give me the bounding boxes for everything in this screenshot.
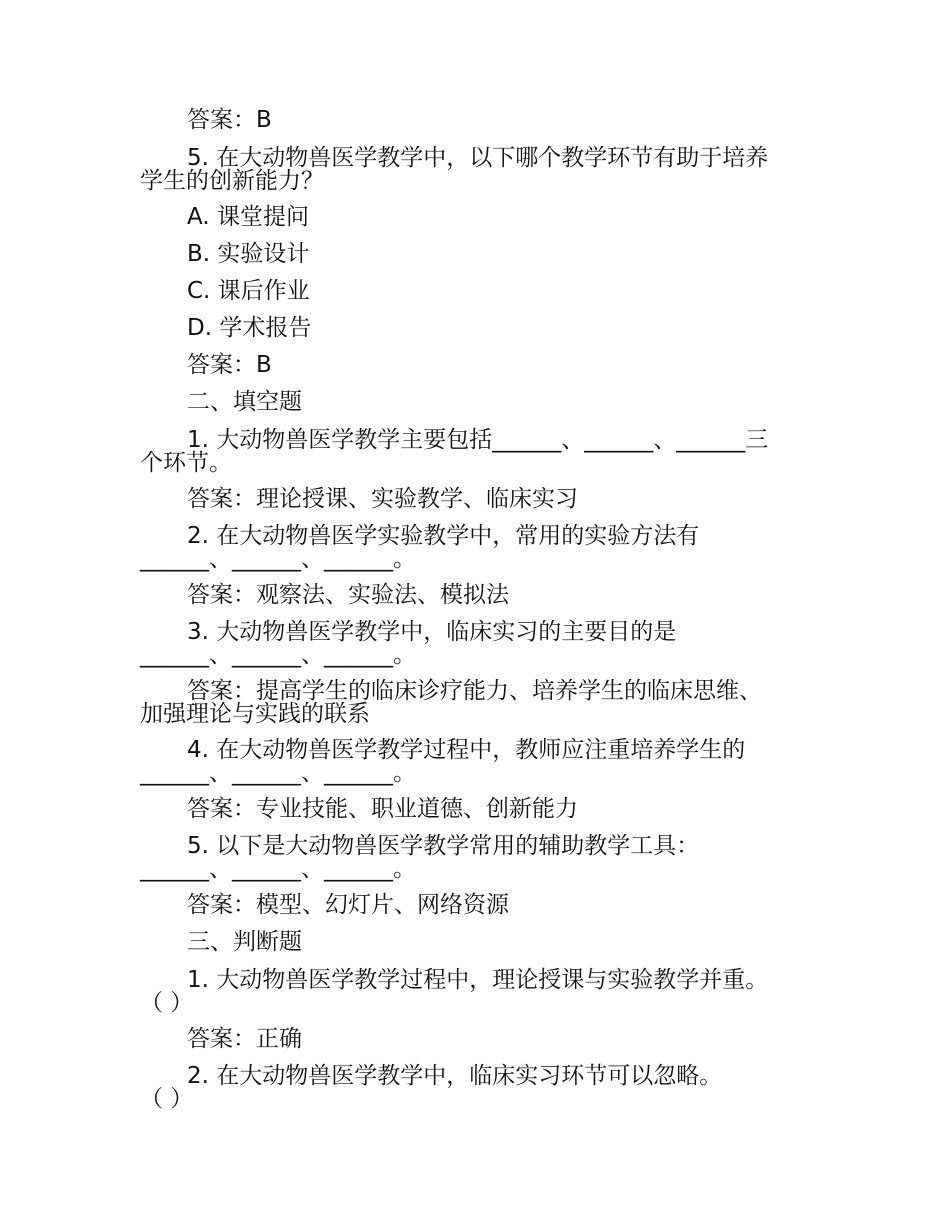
answer-line: 答案：理论授课、实验教学、临床实习 xyxy=(187,486,578,512)
question-line: 1. 大动物兽医学教学主要包括______、______、______三 xyxy=(187,427,769,453)
answer-continuation: 加强理论与实践的联系 xyxy=(140,701,370,727)
question-line: 5. 以下是大动物兽医学教学常用的辅助教学工具： xyxy=(187,833,700,859)
option-a: A. 课堂提问 xyxy=(187,204,309,230)
question-line: 5. 在大动物兽医学教学中，以下哪个教学环节有助于培养 xyxy=(187,145,769,171)
question-continuation: ______、______、______。 xyxy=(140,642,416,668)
answer-line: 答案：提高学生的临床诊疗能力、培养学生的临床思维、 xyxy=(187,678,762,704)
question-line: 2. 在大动物兽医学实验教学中，常用的实验方法有 xyxy=(187,523,700,549)
option-b: B. 实验设计 xyxy=(187,241,310,267)
option-d: D. 学术报告 xyxy=(187,315,312,341)
question-continuation: （ ） xyxy=(140,1086,194,1112)
question-continuation: ______、______、______。 xyxy=(140,546,416,572)
answer-line: 答案：正确 xyxy=(187,1026,302,1052)
question-continuation: ______、______、______。 xyxy=(140,760,416,786)
question-continuation: （ ） xyxy=(140,990,194,1016)
answer-line: 答案：B xyxy=(187,352,272,378)
question-line: 4. 在大动物兽医学教学过程中，教师应注重培养学生的 xyxy=(187,737,746,763)
question-line: 1. 大动物兽医学教学过程中，理论授课与实验教学并重。 xyxy=(187,967,769,993)
option-c: C. 课后作业 xyxy=(187,278,310,304)
answer-line: 答案：B xyxy=(187,107,272,133)
question-line: 2. 在大动物兽医学教学中，临床实习环节可以忽略。 xyxy=(187,1063,723,1089)
question-continuation: 学生的创新能力？ xyxy=(140,168,324,194)
question-line: 3. 大动物兽医学教学中，临床实习的主要目的是 xyxy=(187,619,677,645)
answer-line: 答案：模型、幻灯片、网络资源 xyxy=(187,892,509,918)
answer-line: 答案：专业技能、职业道德、创新能力 xyxy=(187,796,578,822)
section-heading: 二、填空题 xyxy=(187,389,302,415)
question-continuation: 个环节。 xyxy=(140,450,232,476)
answer-line: 答案：观察法、实验法、模拟法 xyxy=(187,582,509,608)
question-continuation: ______、______、______。 xyxy=(140,856,416,882)
section-heading: 三、判断题 xyxy=(187,929,302,955)
